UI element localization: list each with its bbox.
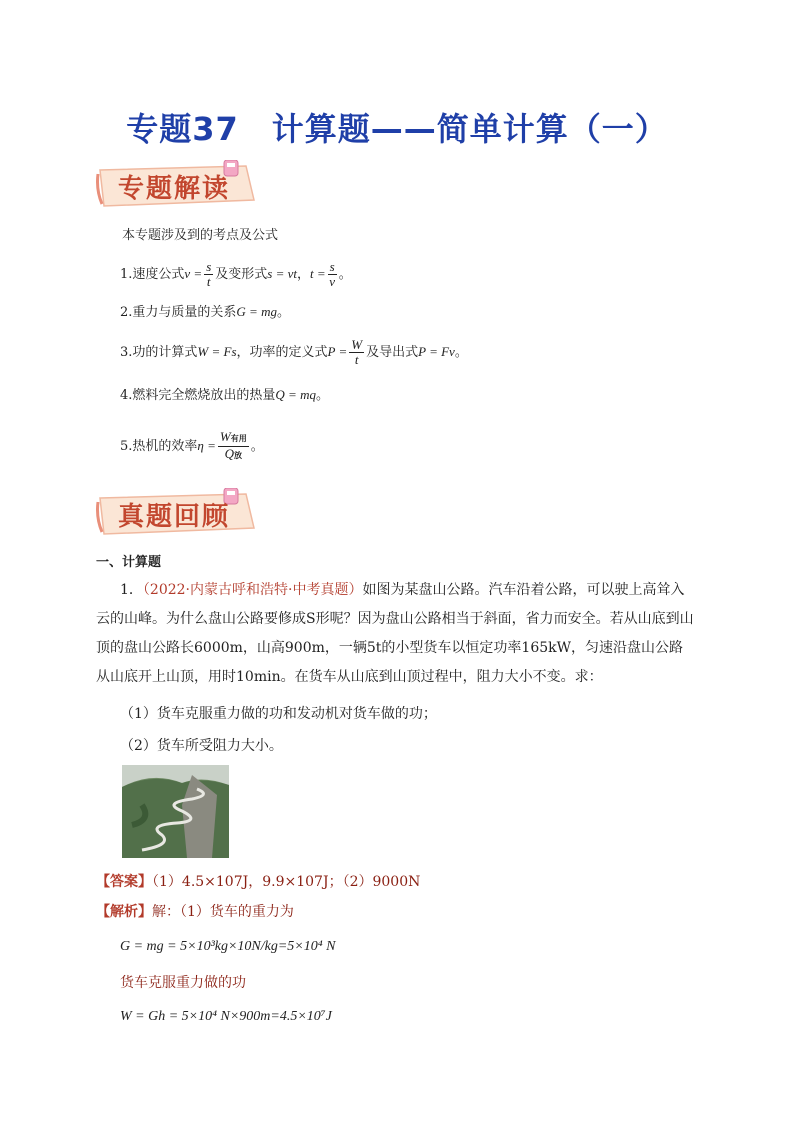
mountain-road-photo bbox=[122, 765, 229, 858]
banner-interpretation-label: 专题解读 bbox=[118, 174, 231, 204]
answer-line bbox=[96, 868, 696, 897]
banner-past-exams-label: 真题回顾 bbox=[118, 502, 231, 532]
formula-line-5: 5.热机的效率η = $\frac{\text{W有用}}{\text{Q放}}$ 。 bbox=[120, 429, 264, 461]
analysis-line bbox=[96, 898, 696, 927]
analysis-line-2: 货车克服重力做的功 bbox=[120, 975, 246, 991]
formula-line-3: 3.功的计算式W = Fs，功率的定义式P = $\frac{W}{t}$ 及导出式P = Fv。 bbox=[120, 337, 468, 367]
analysis-equation-1: G = mg = 5×10³kg×10N/kg=5×10⁴ N bbox=[120, 939, 336, 954]
intro-heading: 本专题涉及到的考点及公式 bbox=[122, 228, 279, 243]
answer-text: （1）4.5×107J，9.9×107J；（2）9000N bbox=[152, 874, 421, 890]
formula-line-2: 2.重力与质量的关系G = mg。 bbox=[120, 304, 290, 320]
sub-question-2: （2）货车所受阻力大小。 bbox=[120, 738, 283, 754]
question-source: （2022·内蒙古呼和浩特·中考真题） bbox=[142, 582, 363, 598]
answer-tag: 【答案】 bbox=[96, 874, 152, 890]
analysis-equation-2: W = Gh = 5×10⁴ N×900m=4.5×10⁷J bbox=[120, 1009, 332, 1024]
analysis-tag: 【解析】 bbox=[96, 904, 152, 920]
formula-line-4: 4.燃料完全燃烧放出的热量Q = mq。 bbox=[120, 387, 329, 403]
banner-past-exams bbox=[96, 488, 260, 538]
banner-interpretation bbox=[96, 160, 260, 210]
page-title: 专题37 计算题——简单计算（一） bbox=[126, 110, 668, 148]
formula-line-1: 1.速度公式v = $\frac{s}{t}$ 及变形式s = vt，t = $\frac{s}{v}$ 。 bbox=[120, 259, 352, 289]
analysis-text: 解：（1）货车的重力为 bbox=[152, 904, 294, 920]
question-text: 1．（2022·内蒙古呼和浩特·中考真题）如图为某盘山公路。汽车沿着公路，可以驶上高耸入云的山峰。为什么盘山公路要修成S形呢？因为盘山公路相当于斜面，省力而安全。若从山底到山顶的盘山公路长6000m，山高900m，一辆5t的小型货车以恒定功率165kW，匀速沿盘山公路从山底开上山顶，用时10min。在货车从山底到山顶过程中，阻力大小不变。求： bbox=[96, 582, 694, 685]
section-heading: 一、计算题 bbox=[96, 555, 162, 570]
sub-question-1: （1）货车克服重力做的功和发动机对货车做的功； bbox=[120, 706, 437, 722]
